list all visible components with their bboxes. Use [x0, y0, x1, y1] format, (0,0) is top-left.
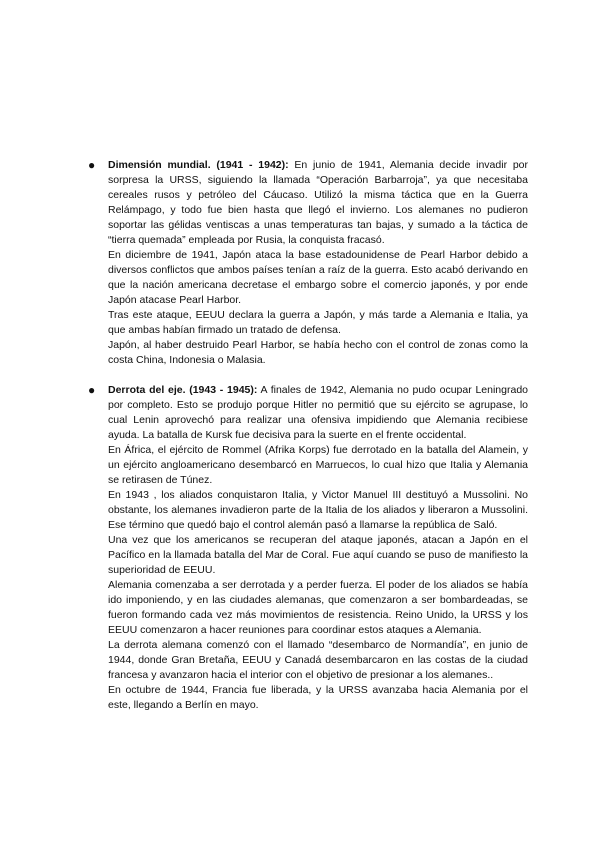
section-paragraph: Alemania comenzaba a ser derrotada y a perder fuerza. El poder de los aliados se había ido imponiendo, y en las ciudades alemanas, que comenzaron a ser bombardeadas, se fueron formando cada vez más movimientos de resistencia. Reino Unido, la URSS y los EEUU comenzaron a hacer reuniones para coordinar estos ataques a Alemania.: [108, 579, 528, 636]
paragraph-text: En junio de 1941, Alemania decide invadir por sorpresa la URSS, siguiendo la llamada “Operación Barbarroja”, ya que necesitaba cereales rusos y petróleo del Cáucaso. Utilizó la misma táctica que en la Guerra Relámpago, y todo fue bien hasta que llegó el invierno. Los alemanes no pudieron soportar las gélidas ventiscas a unas temperaturas tan bajas, y sumado a la táctica de “tierra quemada” empleada por Rusia, la conquista fracasó.: [108, 159, 529, 246]
section-paragraph: Tras este ataque, EEUU declara la guerra a Japón, y más tarde a Alemania e Italia, ya que ambas habían firmado un tratado de defensa.: [108, 309, 528, 336]
section-heading: Dimensión mundial. (1941 - 1942):: [108, 159, 289, 171]
section-paragraph: Una vez que los americanos se recuperan del ataque japonés, atacan a Japón en el Pacífico en la llamada batalla del Mar de Coral. Fue aquí cuando se puso de manifiesto la superioridad de EEUU.: [108, 534, 528, 576]
section-heading: Derrota del eje. (1943 - 1945):: [108, 384, 258, 396]
section-paragraph: La derrota alemana comenzó con el llamado “desembarco de Normandía”, en junio de 1944, donde Gran Bretaña, EEUU y Canadá desembarcaron en las costas de la ciudad francesa y avanzaron hacia el interior con el objetivo de presionar a los alemanes..: [108, 639, 528, 681]
section-paragraph: [108, 383, 528, 443]
bullet-icon: ●: [88, 158, 96, 172]
section-paragraph: En diciembre de 1941, Japón ataca la base estadounidense de Pearl Harbor debido a diversos conflictos que ambos países tenían a raíz de la guerra. Esto acabó derivando en que la nación americana decretase el embargo sobre el comercio japonés, y por ende Japón atacase Pearl Harbor.: [108, 249, 528, 306]
bullet-icon: ●: [88, 383, 96, 397]
section-paragraph: Japón, al haber destruido Pearl Harbor, se había hecho con el control de zonas como la costa China, Indonesia o Malasia.: [108, 339, 528, 366]
section-list: [88, 158, 528, 728]
section-paragraph: En 1943 , los aliados conquistaron Italia, y Victor Manuel III destituyó a Mussolini. No obstante, los alemanes invadieron parte de la Italia de los aliados y liberaron a Mussolini. Ese término que quedó bajo el control alemán pasó a llamarse la república de Saló.: [108, 489, 528, 531]
section-dimension-mundial: [88, 158, 528, 368]
section-paragraph: En África, el ejército de Rommel (Afrika Korps) fue derrotado en la batalla del Alamein, y un ejército angloamericano desembarcó en Marruecos, lo cual hizo que Italia y Alemania se retirasen de Túnez.: [108, 444, 528, 486]
paragraph-text: A finales de 1942, Alemania no pudo ocupar Leningrado por completo. Esto se produjo porque Hitler no permitió que su ejército se agrupase, lo cual Lenin aprovechó para realizar una ofensiva impidiendo que Alemania recibiese ayuda. La batalla de Kursk fue decisiva para la suerte en el frente occidental.: [108, 384, 528, 441]
section-derrota-del-eje: [88, 383, 528, 713]
section-paragraph: [108, 158, 528, 248]
section-paragraph: En octubre de 1944, Francia fue liberada, y la URSS avanzaba hacia Alemania por el este, llegando a Berlín en mayo.: [108, 684, 528, 711]
